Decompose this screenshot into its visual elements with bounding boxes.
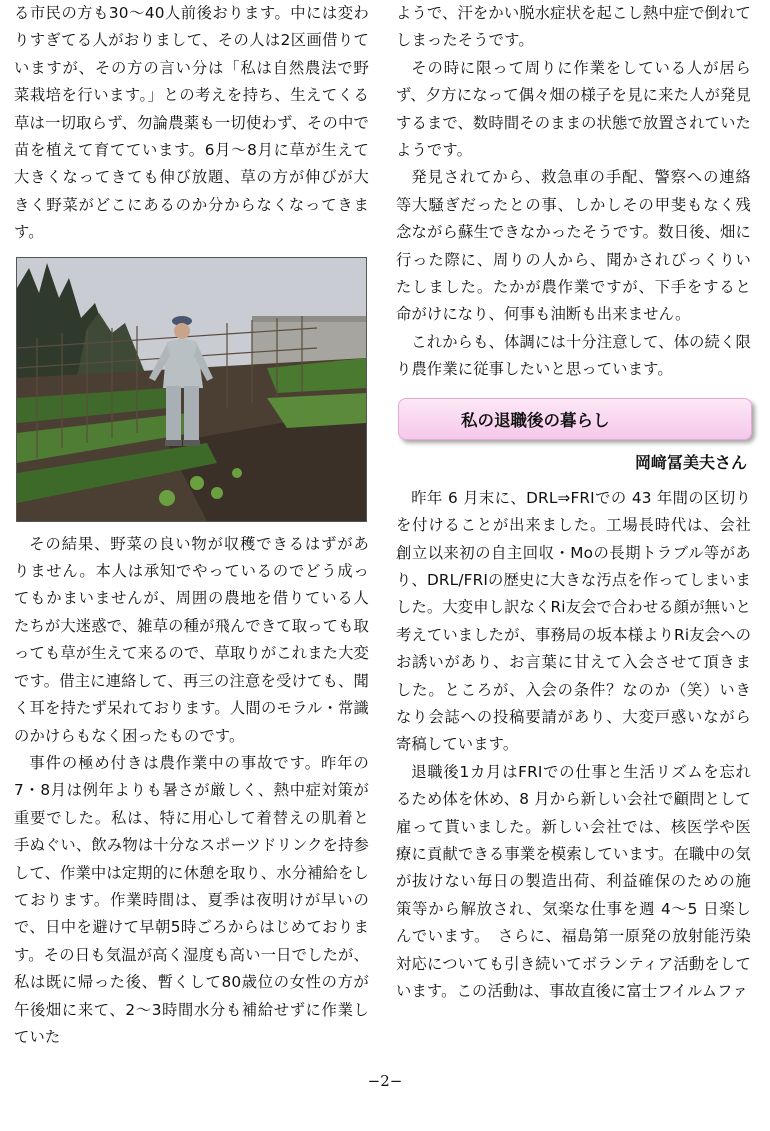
paragraph: その結果、野菜の良い物が収穫できるはずがありません。本人は承知でやっているのでどう成ってもかまいませんが、周囲の農地を借りている人たちが大迷惑で、雑草の種が飛んできて取っても取っても草が生えて来るので、草取りがこれまた大変です。借主に連絡して、再三の注意を受けても、聞く耳を持たず呆れております。人間のモラル・常識のかけらもなく困ったものです。 <box>14 534 369 745</box>
paragraph: その時に限って周りに作業をしている人が居らず、夕方になって偶々畑の様子を見に来た人が発見するまで、数時間そのままの状態で放置されていたようです。 <box>396 58 751 160</box>
section-heading-box <box>398 398 752 440</box>
author-name: 岡﨑冨美夫さん <box>634 452 747 472</box>
paragraph: 発見されてから、救急車の手配、警察への連絡等大騒ぎだったとの事、しかしその甲斐もなく残念ながら蘇生できなかったそうです。数日後、畑に行った際に、周りの人から、聞かされびっくりいたしました。たかが農作業ですが、下手をすると命がけになり、何事も油断も出来ません。 <box>396 168 751 324</box>
paragraph: これからも、体調には十分注意して、体の続く限り農作業に従事したいと思っています。 <box>396 332 751 379</box>
right-column <box>396 0 751 1005</box>
farm-photo <box>16 257 367 522</box>
page-number: −2− <box>367 1072 403 1090</box>
left-column <box>14 0 369 1051</box>
paragraph: ようで、汗をかい脱水症状を起こし熱中症で倒れてしまったそうです。 <box>396 4 751 50</box>
paragraph: る市民の方も30〜40人前後おります。中には変わりすぎてる人がおりまして、その人は2区画借りていますが、その方の言い分は「私は自然農法で野菜栽培を行います。」との考えを持ち、生えてくる草は一切取らず、勿論農薬も一切使わず、その中で苗を植えて育てています。6月〜8月に草が生えて大きくなってきても伸び放題、草の方が伸びが大きく野菜がどこにあるのか分からなくなってきます。 <box>14 4 369 242</box>
paragraph: 事件の極め付きは農作業中の事故です。昨年の7・8月は例年よりも暑さが厳しく、熱中症対策が重要でした。私は、特に用心して着替えの肌着と手ぬぐい、飲み物は十分なスポーツドリンクを持参して、作業中は定期的に休憩を取り、水分補給をしております。作業時間は、夏季は夜明けが早いので、日中を避けて早朝5時ごろからはじめております。その日も気温が高く湿度も高い一日でしたが、私は既に帰った後、暫くして80歳位の女性の方が午後畑に来て、2〜3時間水分も補給せずに作業していた <box>14 753 369 1046</box>
paragraph: 退職後1カ月はFRIでの仕事と生活リズムを忘れるため体を休め、8 月から新しい会社で顧問として雇って貰いました。新しい会社では、核医学や医療に貢献できる事業を模索しています。在職中の気が抜けない毎日の製造出荷、利益確保のための施策等から解放され、気楽な仕事を週 4〜5 日楽しんでいます。 さらに、福島第一原発の放射能汚染対応についても引き続いてボランティア活動をしています。この活動は、事故直後に富士フイルムファ <box>396 762 751 1000</box>
section-heading: 私の退職後の暮らし <box>461 410 610 430</box>
paragraph: 昨年 6 月末に、DRL⇒FRIでの 43 年間の区切りを付けることが出来ました。工場長時代は、会社創立以来初の自主回収・Moの長期トラブル等があり、DRL/FRIの歴史に大きな汚点を作ってしまいました。大変申し訳なくRi友会で合わせる顔が無いと考えていましたが、事務局の坂本様よりRi友会へのお誘いがあり、お言葉に甘えて入会させて頂きました。ところが、入会の条件？なのか（笑）いきなり会誌への投稿要請があり、大変戸惑いながら寄稿しています。 <box>396 488 752 754</box>
farmer-in-field-image <box>17 258 366 521</box>
